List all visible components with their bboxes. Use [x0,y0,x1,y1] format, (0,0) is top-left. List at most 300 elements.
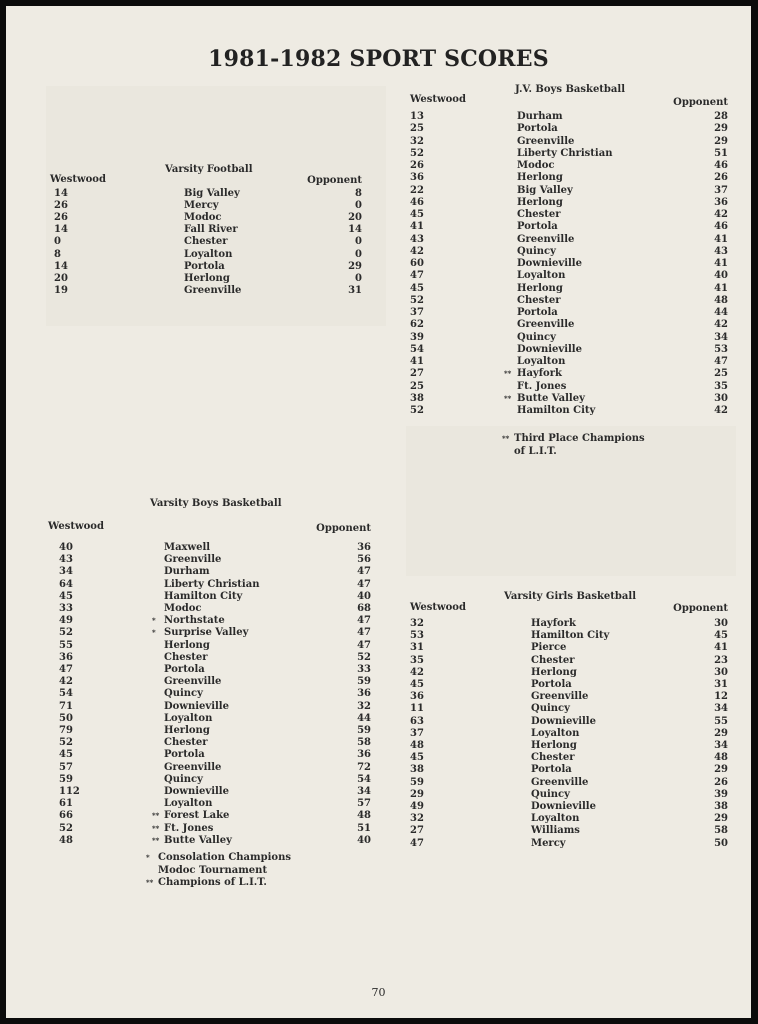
opponent-name: Portola [164,749,205,761]
game-row [410,642,728,654]
game-row [410,160,728,172]
game-row [48,615,373,627]
game-row [410,197,728,209]
opponent-score: 52 [357,651,371,663]
opponent-name: Herlong [531,666,577,678]
westwood-score: 13 [410,111,424,122]
westwood-score: 14 [54,260,68,272]
opponent-score: 72 [357,761,371,773]
opponent-score: 34 [714,703,728,715]
opponent-name: Loyalton [517,356,566,367]
opponent-score: 42 [714,405,728,416]
westwood-score: 60 [410,258,424,269]
opponent-name: Durham [517,111,563,122]
opponent-score: 36 [357,542,371,553]
westwood-score: 45 [410,752,424,764]
opponent-score: 42 [714,209,728,220]
westwood-score: 26 [54,200,68,212]
westwood-score: 14 [54,188,68,199]
opponent-score: 33 [357,664,371,675]
game-row [48,542,373,554]
game-row [410,172,728,184]
opponent-name: Modoc [517,160,555,171]
opponent-name: Hayfork [517,368,562,380]
westwood-score: 14 [54,224,68,236]
westwood-score: 33 [59,603,73,614]
yearbook-page [6,6,751,1018]
westwood-score: 34 [59,566,73,578]
varsity-girls-basketball-table [410,591,728,851]
game-row [410,825,728,837]
game-row [50,188,370,200]
opponent-score: 34 [714,740,728,751]
opponent-score: 58 [357,737,371,749]
opponent-score: 47 [357,627,371,639]
game-row [48,725,373,737]
opponent-name: Ft. Jones [517,380,567,392]
westwood-score: 63 [410,715,424,727]
westwood-score: 49 [410,801,424,812]
opponent-score: 29 [714,727,728,739]
footnote-mark: * [146,853,150,862]
westwood-score: 42 [410,666,424,678]
game-row [410,234,728,246]
opponent-score: 30 [714,392,728,404]
game-row [48,688,373,700]
opponent-score: 28 [714,111,728,122]
opponent-column-header: Opponent [307,175,362,186]
opponent-name: Quincy [164,688,203,700]
westwood-column-header: Westwood [410,94,466,105]
opponent-score: 20 [348,212,362,224]
tournament-mark: ** [152,835,160,845]
westwood-score: 62 [410,319,424,331]
westwood-score: 46 [410,196,424,208]
westwood-score: 26 [54,212,68,224]
game-row [410,777,728,789]
opponent-score: 50 [714,837,728,849]
game-row [410,356,728,368]
opponent-score: 48 [714,294,728,306]
westwood-score: 32 [410,135,424,147]
game-row [50,249,370,261]
opponent-score: 51 [357,822,371,834]
westwood-score: 79 [59,725,73,736]
westwood-score: 27 [410,825,424,837]
opponent-name: Big Valley [184,188,240,199]
opponent-name: Pierce [531,642,567,654]
westwood-score: 41 [410,356,424,367]
opponent-name: Downieville [164,786,229,797]
opponent-name: Hayfork [531,618,576,629]
opponent-score: 0 [355,236,362,248]
footnote-line: Champions of L.I.T. [158,877,267,888]
westwood-score: 27 [410,368,424,380]
game-row [48,835,373,847]
section-heading: J.V. Boys Basketball [515,84,625,95]
westwood-score: 36 [59,651,73,663]
opponent-score: 41 [714,642,728,654]
game-row [48,701,373,713]
game-row [48,823,373,835]
westwood-score: 48 [410,740,424,751]
game-row [410,764,728,776]
opponent-name: Durham [164,566,210,578]
game-row [410,344,728,356]
opponent-score: 44 [714,307,728,318]
westwood-score: 31 [410,642,424,654]
westwood-score: 54 [59,688,73,700]
opponent-name: Loyalton [164,712,213,724]
westwood-score: 37 [410,727,424,739]
opponent-score: 25 [714,368,728,380]
opponent-score: 47 [357,578,371,590]
opponent-score: 44 [357,712,371,724]
opponent-name: Hamilton City [517,405,596,416]
westwood-score: 36 [410,172,424,184]
opponent-name: Greenville [517,319,575,331]
westwood-score: 52 [410,294,424,306]
opponent-score: 48 [714,752,728,764]
game-row [48,810,373,822]
opponent-score: 42 [714,319,728,331]
opponent-name: Greenville [531,691,589,703]
westwood-score: 57 [59,761,73,773]
opponent-name: Loyalton [517,270,566,282]
game-row [48,566,373,578]
westwood-score: 25 [410,380,424,392]
opponent-name: Surprise Valley [164,627,249,639]
opponent-name: Greenville [184,284,242,296]
opponent-name: Herlong [164,725,210,736]
game-row [48,749,373,761]
westwood-score: 39 [410,331,424,343]
opponent-score: 30 [714,618,728,629]
opponent-name: Loyalton [531,727,580,739]
game-row [410,111,728,123]
opponent-name: Mercy [531,837,566,849]
opponent-name: Portola [517,221,558,233]
footnote-line: of L.I.T. [514,445,557,457]
westwood-score: 52 [410,405,424,416]
opponent-name: Downieville [164,700,229,712]
tournament-mark: ** [152,823,160,833]
westwood-score: 54 [410,343,424,355]
opponent-score: 46 [714,160,728,171]
footnote [502,433,645,458]
footnote-row [146,877,291,890]
opponent-score: 8 [355,188,362,199]
westwood-score: 52 [410,147,424,159]
game-row [410,295,728,307]
westwood-score: 43 [59,554,73,566]
game-row [50,200,370,212]
opponent-score: 40 [357,590,371,602]
opponent-name: Forest Lake [164,810,230,822]
game-row [410,691,728,703]
game-row [48,786,373,798]
opponent-score: 40 [357,834,371,846]
opponent-name: Quincy [164,773,203,785]
westwood-score: 42 [59,676,73,688]
westwood-score: 45 [410,282,424,294]
opponent-score: 36 [714,196,728,208]
westwood-score: 52 [59,627,73,639]
game-row [50,261,370,273]
opponent-name: Williams [531,825,580,837]
opponent-score: 31 [714,679,728,690]
game-row [410,618,728,630]
opponent-score: 29 [714,135,728,147]
opponent-name: Herlong [517,282,563,294]
opponent-score: 46 [714,221,728,233]
game-row [410,123,728,135]
game-row [50,285,370,297]
game-row [50,224,370,236]
opponent-name: Herlong [517,172,563,184]
opponent-name: Hamilton City [164,590,243,602]
opponent-name: Quincy [517,331,556,343]
opponent-name: Chester [517,294,561,306]
opponent-name: Loyalton [531,813,580,825]
opponent-name: Portola [531,764,572,776]
opponent-score: 40 [714,270,728,282]
westwood-score: 66 [59,810,73,822]
opponent-name: Herlong [517,196,563,208]
westwood-score: 42 [410,245,424,257]
westwood-score: 25 [410,123,424,135]
westwood-score: 29 [410,788,424,800]
opponent-score: 0 [355,248,362,260]
westwood-score: 45 [59,749,73,761]
opponent-name: Portola [517,307,558,318]
game-row [410,405,728,417]
opponent-score: 45 [714,630,728,642]
game-row [48,579,373,591]
opponent-score: 12 [714,691,728,703]
opponent-score: 43 [714,245,728,257]
opponent-name: Mercy [184,200,219,212]
opponent-score: 0 [355,200,362,212]
westwood-score: 36 [410,691,424,703]
westwood-score: 47 [410,270,424,282]
opponent-name: Chester [164,651,208,663]
westwood-score: 52 [59,737,73,749]
opponent-score: 41 [714,282,728,294]
westwood-score: 53 [410,630,424,642]
game-row [410,667,728,679]
game-row [48,762,373,774]
westwood-score: 32 [410,618,424,629]
opponent-score: 53 [714,343,728,355]
westwood-score: 45 [410,209,424,220]
westwood-score: 40 [59,542,73,553]
opponent-name: Greenville [531,776,589,788]
opponent-name: Herlong [531,740,577,751]
opponent-name: Chester [184,236,228,248]
westwood-score: 11 [410,703,424,715]
game-row [410,209,728,221]
game-row [410,368,728,380]
westwood-score: 59 [59,773,73,785]
opponent-score: 38 [714,801,728,812]
section-heading: Varsity Football [165,164,253,175]
opponent-score: 58 [714,825,728,837]
opponent-name: Fall River [184,224,238,236]
westwood-column-header: Westwood [48,521,104,532]
opponent-name: Ft. Jones [164,822,214,834]
opponent-name: Greenville [517,135,575,147]
westwood-score: 37 [410,307,424,318]
opponent-name: Quincy [531,788,570,800]
opponent-name: Maxwell [164,542,211,553]
opponent-score: 41 [714,233,728,245]
westwood-score: 52 [59,822,73,834]
opponent-name: Liberty Christian [164,578,260,590]
opponent-name: Chester [517,209,561,220]
game-row [48,737,373,749]
westwood-score: 38 [410,392,424,404]
game-row [410,728,728,740]
page-number: 70 [371,986,386,999]
game-row [410,716,728,728]
opponent-name: Chester [164,737,208,749]
opponent-score: 55 [714,715,728,727]
game-row [410,752,728,764]
footnote-row [146,865,291,878]
game-row [410,307,728,319]
opponent-name: Northstate [164,615,225,627]
opponent-name: Chester [531,752,575,764]
tournament-mark: ** [152,811,160,821]
opponent-name: Big Valley [517,184,573,196]
game-row [48,798,373,810]
westwood-score: 8 [54,248,61,260]
opponent-name: Butte Valley [164,834,232,846]
opponent-name: Downieville [531,801,596,812]
opponent-name: Herlong [184,272,230,284]
opponent-column-header: Opponent [316,523,371,534]
opponent-score: 47 [714,356,728,367]
westwood-score: 38 [410,764,424,776]
opponent-name: Greenville [517,233,575,245]
opponent-column-header: Opponent [673,97,728,108]
game-row [50,236,370,248]
westwood-score: 47 [410,837,424,849]
westwood-score: 35 [410,654,424,666]
game-row [410,703,728,715]
opponent-score: 34 [714,331,728,343]
opponent-score: 39 [714,788,728,800]
opponent-score: 36 [357,688,371,700]
opponent-score: 35 [714,380,728,392]
opponent-score: 29 [714,123,728,135]
westwood-score: 20 [54,272,68,284]
game-row [410,393,728,405]
footnotes [146,852,291,890]
westwood-score: 47 [59,664,73,675]
game-row [50,273,370,285]
varsity-football-table [50,164,370,304]
opponent-name: Loyalton [184,248,233,260]
game-row [410,655,728,667]
game-row [410,813,728,825]
opponent-score: 51 [714,147,728,159]
tournament-mark: * [152,616,156,626]
opponent-name: Chester [531,654,575,666]
opponent-score: 41 [714,258,728,269]
varsity-boys-basketball-table [48,498,373,898]
game-row [48,554,373,566]
footnote-row [146,852,291,865]
opponent-name: Liberty Christian [517,147,613,159]
westwood-score: 32 [410,813,424,825]
game-row [48,676,373,688]
opponent-name: Downieville [517,258,582,269]
game-row [48,627,373,639]
opponent-name: Modoc [184,212,222,224]
opponent-score: 0 [355,272,362,284]
westwood-score: 59 [410,776,424,788]
game-row [410,801,728,813]
game-row [410,679,728,691]
opponent-name: Quincy [531,703,570,715]
opponent-name: Quincy [517,245,556,257]
opponent-score: 36 [357,749,371,761]
westwood-score: 61 [59,798,73,810]
game-row [48,603,373,615]
footnote-line: Modoc Tournament [158,864,268,876]
opponent-score: 56 [357,554,371,566]
westwood-score: 112 [59,786,80,797]
opponent-score: 59 [357,725,371,736]
opponent-name: Portola [531,679,572,690]
opponent-name: Downieville [517,343,582,355]
opponent-name: Butte Valley [517,392,585,404]
westwood-score: 26 [410,160,424,171]
opponent-score: 30 [714,666,728,678]
westwood-score: 48 [59,834,73,846]
jv-boys-basketball-table [410,84,728,464]
game-row [48,774,373,786]
opponent-score: 26 [714,172,728,184]
westwood-score: 45 [59,590,73,602]
game-row [48,664,373,676]
westwood-column-header: Westwood [410,602,466,613]
game-row [410,270,728,282]
opponent-score: 47 [357,566,371,578]
westwood-score: 43 [410,233,424,245]
game-row [410,246,728,258]
westwood-score: 22 [410,184,424,196]
game-row [410,283,728,295]
game-row [410,148,728,160]
opponent-score: 29 [714,813,728,825]
opponent-score: 37 [714,184,728,196]
game-row [410,185,728,197]
opponent-name: Loyalton [164,798,213,810]
section-heading: Varsity Girls Basketball [504,591,636,602]
game-row [410,630,728,642]
game-row [410,332,728,344]
opponent-score: 48 [357,810,371,822]
opponent-score: 29 [714,764,728,776]
game-row [48,640,373,652]
tournament-mark: ** [504,369,512,379]
opponent-score: 26 [714,776,728,788]
westwood-score: 55 [59,639,73,651]
opponent-score: 32 [357,700,371,712]
